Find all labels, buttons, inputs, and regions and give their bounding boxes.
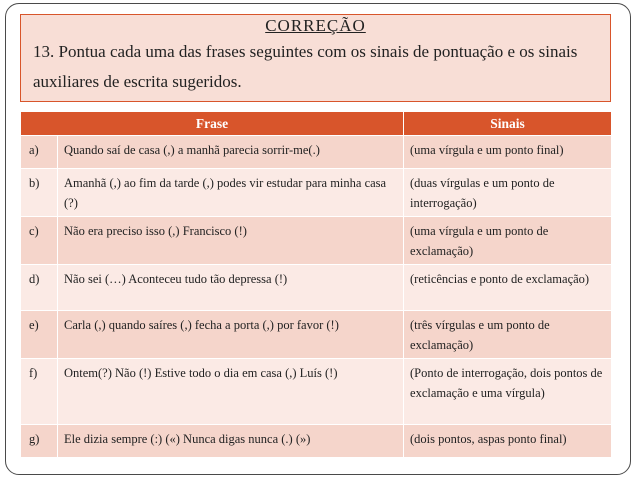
correction-header xyxy=(20,14,611,102)
table-row xyxy=(21,136,612,169)
row-letter: c) xyxy=(21,217,58,265)
column-header-sinais: Sinais xyxy=(404,112,612,136)
row-sinais: (Ponto de interrogação, dois pontos de exclamação e uma vírgula) xyxy=(404,359,612,425)
row-frase: Ele dizia sempre (:) («) Nunca digas nunca (.) (») xyxy=(58,425,404,458)
table-row xyxy=(21,359,612,425)
row-letter: d) xyxy=(21,265,58,311)
row-letter: f) xyxy=(21,359,58,425)
row-frase: Ontem(?) Não (!) Estive todo o dia em casa (,) Luís (!) xyxy=(58,359,404,425)
table-row xyxy=(21,265,612,311)
row-sinais: (duas vírgulas e um ponto de interrogação) xyxy=(404,169,612,217)
table-header-row xyxy=(21,112,612,136)
row-letter: a) xyxy=(21,136,58,169)
column-header-frase: Frase xyxy=(21,112,404,136)
instruction-text: 13. Pontua cada uma das frases seguintes com os sinais de pontuação e os sinais auxiliares de escrita sugeridos. xyxy=(33,42,578,91)
table-row xyxy=(21,311,612,359)
row-frase: Quando saí de casa (,) a manhã parecia sorrir-me(.) xyxy=(58,136,404,169)
row-frase: Amanhã (,) ao fim da tarde (,) podes vir estudar para minha casa (?) xyxy=(58,169,404,217)
row-sinais: (reticências e ponto de exclamação) xyxy=(404,265,612,311)
row-frase: Não sei (…) Aconteceu tudo tão depressa (!) xyxy=(58,265,404,311)
row-sinais: (uma vírgula e um ponto de exclamação) xyxy=(404,217,612,265)
row-letter: g) xyxy=(21,425,58,458)
punctuation-table xyxy=(20,111,612,458)
row-sinais: (uma vírgula e um ponto final) xyxy=(404,136,612,169)
row-frase: Carla (,) quando saíres (,) fecha a porta (,) por favor (!) xyxy=(58,311,404,359)
table-row xyxy=(21,169,612,217)
row-frase: Não era preciso isso (,) Francisco (!) xyxy=(58,217,404,265)
table-row xyxy=(21,425,612,458)
row-sinais: (dois pontos, aspas ponto final) xyxy=(404,425,612,458)
row-letter: e) xyxy=(21,311,58,359)
page-title: CORREÇÃO xyxy=(265,16,366,35)
row-sinais: (três vírgulas e um ponto de exclamação) xyxy=(404,311,612,359)
table-row xyxy=(21,217,612,265)
row-letter: b) xyxy=(21,169,58,217)
